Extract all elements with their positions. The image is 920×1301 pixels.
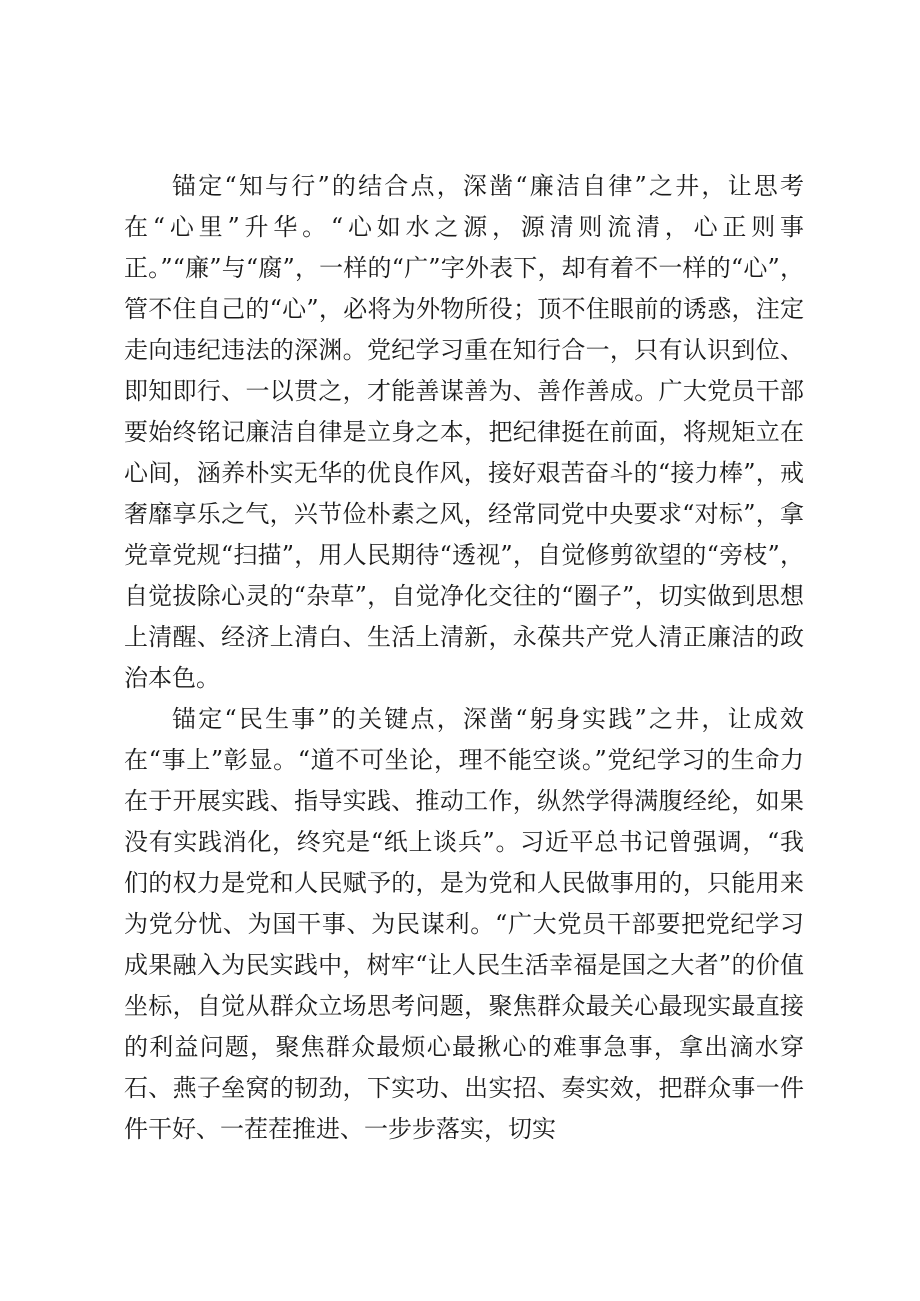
paragraph-lianjie-zilv: 锚定“知与行”的结合点，深凿“廉洁自律”之井，让思考在“心里”升华。“心如水之源，源清则流清，心正则事正。”“廉”与“腐”，一样的“广”字外表下，却有着不一样的“心”，管不住自己的“心”，必将为外物所役；顶不住眼前的诱惑，注定走向违纪违法的深渊。党纪学习重在知行合一，只有认识到位、即知即行、一以贯之，才能善谋善为、善作善成。广大党员干部要始终铭记廉洁自律是立身之本，把纪律挺在前面，将规矩立在心间，涵养朴实无华的优良作风，接好艰苦奋斗的“接力棒”，戒奢靡享乐之气，兴节俭朴素之风，经常同党中央要求“对标”，拿党章党规“扫描”，用人民期待“透视”，自觉修剪欲望的“旁枝”，自觉拔除心灵的“杂草”，自觉净化交往的“圈子”，切实做到思想上清醒、经济上清白、生活上清新，永葆共产党人清正廉洁的政治本色。 [124,172,804,692]
paragraph-minsheng-shi: 锚定“民生事”的关键点，深凿“躬身实践”之井，让成效在“事上”彰显。“道不可坐论，理不能空谈。”党纪学习的生命力在于开展实践、指导实践、推动工作，纵然学得满腹经纶，如果没有实践消化，终究是“纸上谈兵”。习近平总书记曾强调，“我们的权力是党和人民赋予的，是为党和人民做事用的，只能用来为党分忧、为国干事、为民谋利。“广大党员干部要把党纪学习成果融入为民实践中，树牢“让人民生活幸福是国之大者”的价值坐标，自觉从群众立场思考问题，聚焦群众最关心最现实最直接的利益问题，聚焦群众最烦心最揪心的难事急事，拿出滴水穿石、燕子垒窝的韧劲，下实功、出实招、奏实效，把群众事一件件干好、一茬茬推进、一步步落实，切实 [124,705,804,1143]
document-body [124,166,804,1150]
